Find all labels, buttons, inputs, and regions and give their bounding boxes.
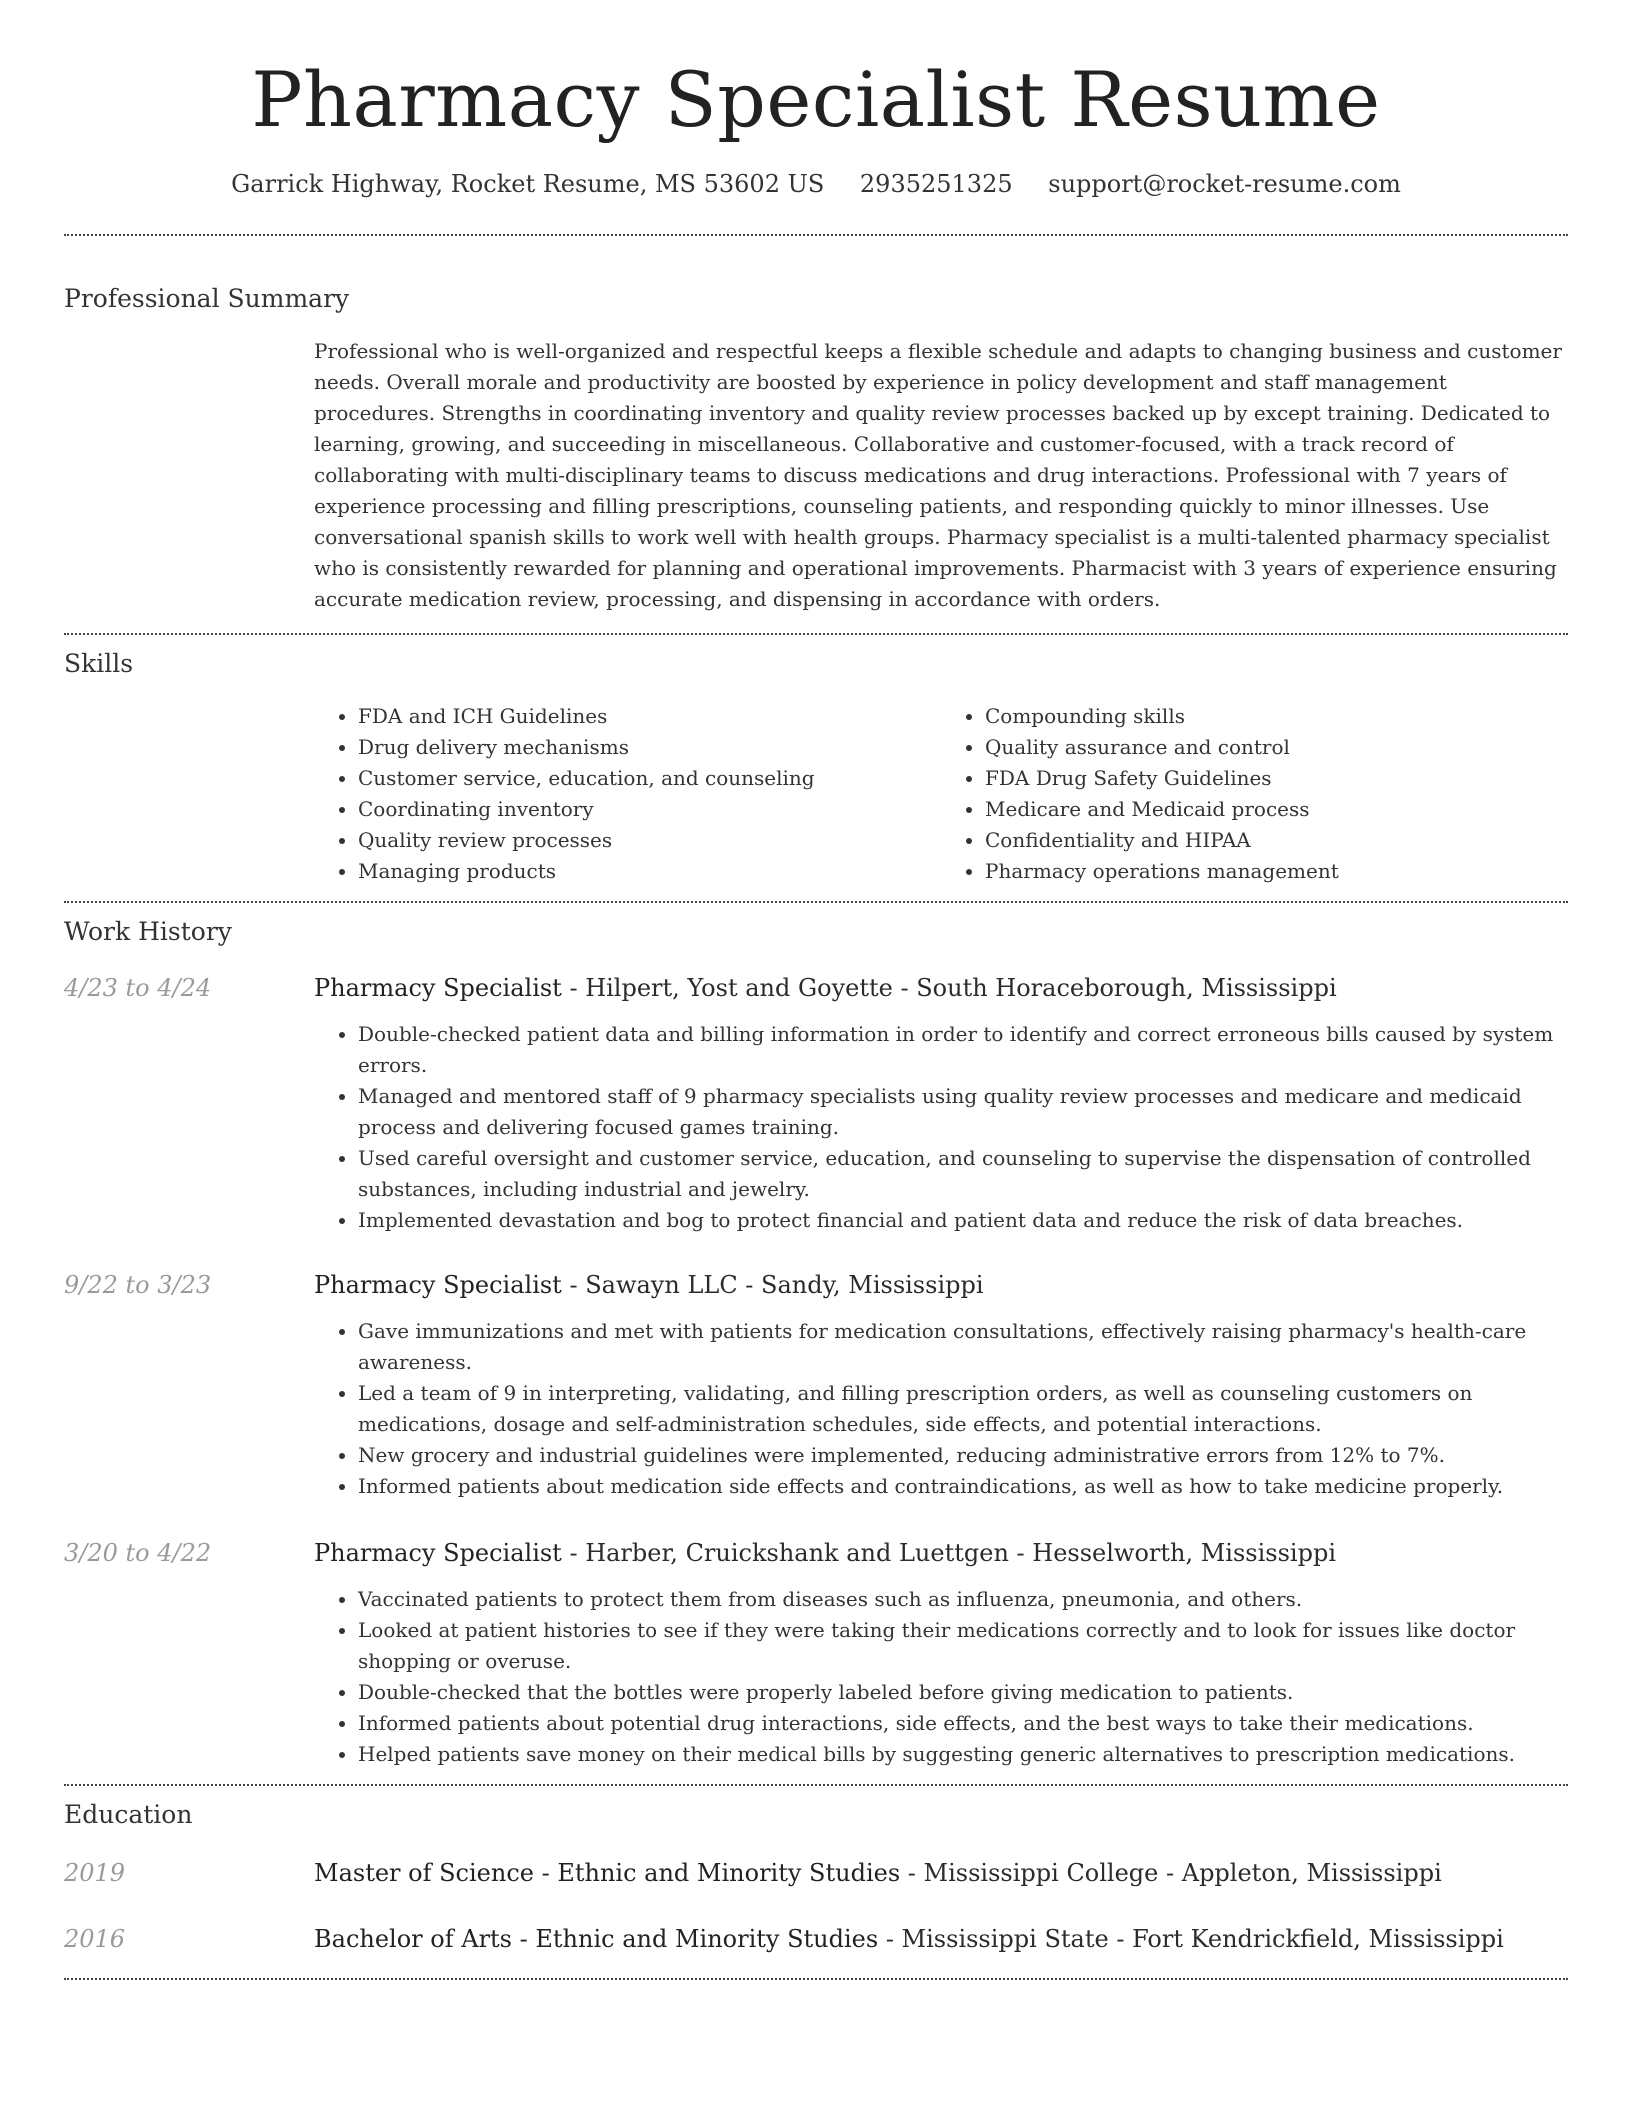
job-left-spacer [64, 1019, 314, 1236]
contact-line [64, 168, 1568, 200]
skill-item: • Drug delivery mechanisms [358, 732, 941, 763]
summary-text: Professional who is well-organized and respectful keeps a flexible schedule and adapts to changing business and customer needs. Overall morale and productivity are boosted by experience in policy development and staff management procedures. Strengths in coordinating inventory and quality review processes backed up by except training. Dedicated to learning, growing, and succeeding in miscellaneous. Collaborative and customer-focused, with a track record of collaborating with multi-disciplinary teams to discuss medications and drug interactions. Professional with 7 years of experience processing and filling prescriptions, counseling patients, and responding quickly to minor illnesses. Use conversational spanish skills to work well with health groups. Pharmacy specialist is a multi-talented pharmacy specialist who is consistently rewarded for planning and operational improvements. Pharmacist with 3 years of experience ensuring accurate medication review, processing, and dispensing in accordance with orders. [314, 339, 1562, 611]
education-year: 2019 [64, 1859, 126, 1887]
resume-header [64, 0, 1568, 200]
contact-email: support@rocket-resume.com [1048, 170, 1401, 198]
contact-phone: 2935251325 [859, 170, 1013, 198]
job-title [314, 1536, 1568, 1570]
job-entry [64, 971, 1568, 1236]
skill-item: • Compounding skills [985, 701, 1568, 732]
skill-item: • Quality review processes [358, 825, 941, 856]
skill-item: • Coordinating inventory [358, 794, 941, 825]
skill-item: • FDA Drug Safety Guidelines [985, 763, 1568, 794]
skill-item: • Managing products [358, 856, 941, 887]
education-entry [64, 1922, 1568, 1956]
job-bullets [314, 1584, 1568, 1770]
section-title-education: Education [64, 1800, 193, 1829]
skill-item: • Confidentiality and HIPAA [985, 825, 1568, 856]
education-degree: Bachelor of Arts - Ethnic and Minority Studies [314, 1925, 879, 1953]
skill-item: • Customer service, education, and counseling [358, 763, 941, 794]
job-bullet-list [314, 1019, 1568, 1236]
education-degree: Master of Science - Ethnic and Minority Studies [314, 1859, 901, 1887]
job-employer: - Harber, Cruickshank and Luettgen - Hesselworth, Mississippi [561, 1539, 1337, 1567]
job-body [64, 1584, 1568, 1770]
divider [64, 1978, 1568, 1980]
job-bullet: • Implemented devastation and bog to protect financial and patient data and reduce the risk of data breaches. [358, 1205, 1568, 1236]
job-role: Pharmacy Specialist [314, 1271, 562, 1299]
job-entry [64, 1536, 1568, 1770]
job-body [64, 1316, 1568, 1502]
education-school: - Mississippi College - Appleton, Mississippi [900, 1859, 1442, 1887]
job-left-spacer [64, 1584, 314, 1770]
job-bullet-list [314, 1316, 1568, 1502]
job-header [64, 1268, 1568, 1302]
section-title-summary: Professional Summary [64, 284, 350, 313]
job-left-spacer [64, 1316, 314, 1502]
job-bullet: • Helped patients save money on their medical bills by suggesting generic alternatives to prescription medications. [358, 1739, 1568, 1770]
skills-list-right [941, 701, 1568, 887]
job-bullets [314, 1019, 1568, 1236]
skill-item: • Pharmacy operations management [985, 856, 1568, 887]
summary-section [64, 236, 1568, 615]
job-title [314, 971, 1568, 1005]
skill-item: • Medicare and Medicaid process [985, 794, 1568, 825]
job-dates: 4/23 to 4/24 [64, 974, 212, 1002]
job-header [64, 971, 1568, 1005]
job-dates: 9/22 to 3/23 [64, 1271, 212, 1299]
job-role: Pharmacy Specialist [314, 974, 562, 1002]
summary-body [314, 336, 1568, 615]
education-year: 2016 [64, 1925, 126, 1953]
skill-item: • FDA and ICH Guidelines [358, 701, 941, 732]
skills-section [64, 635, 1568, 887]
education-school: - Mississippi State - Fort Kendrickfield, Mississippi [878, 1925, 1504, 1953]
job-bullet: • Informed patients about medication side effects and contraindications, as well as how to take medicine properly. [358, 1471, 1568, 1502]
job-employer: - Sawayn LLC - Sandy, Mississippi [561, 1271, 984, 1299]
job-bullet: • New grocery and industrial guidelines were implemented, reducing administrative errors from 12% to 7%. [358, 1440, 1568, 1471]
education-line [314, 1856, 1568, 1890]
resume-title: Pharmacy Specialist Resume [251, 55, 1381, 144]
job-role: Pharmacy Specialist [314, 1539, 562, 1567]
education-section [64, 1786, 1568, 1956]
job-bullet: • Informed patients about potential drug interactions, side effects, and the best ways to take their medications. [358, 1708, 1568, 1739]
job-bullet: • Led a team of 9 in interpreting, validating, and filling prescription orders, as well as counseling customers on medications, dosage and self-administration schedules, side effects, and potential interactions. [358, 1378, 1568, 1440]
work-section [64, 903, 1568, 1770]
job-bullet: • Double-checked that the bottles were properly labeled before giving medication to patients. [358, 1677, 1568, 1708]
skills-columns [314, 701, 1568, 887]
job-bullets [314, 1316, 1568, 1502]
section-title-skills: Skills [64, 649, 134, 678]
contact-address: Garrick Highway, Rocket Resume, MS 53602 US [231, 170, 825, 198]
job-dates: 3/20 to 4/22 [64, 1539, 212, 1567]
job-header [64, 1536, 1568, 1570]
skills-left-spacer [64, 701, 314, 887]
summary-row [64, 336, 1568, 615]
job-employer: - Hilpert, Yost and Goyette - South Horaceborough, Mississippi [561, 974, 1337, 1002]
job-bullet: • Gave immunizations and met with patients for medication consultations, effectively raising pharmacy's health-care awareness. [358, 1316, 1568, 1378]
education-entry [64, 1856, 1568, 1890]
job-bullet: • Double-checked patient data and billing information in order to identify and correct erroneous bills caused by system errors. [358, 1019, 1568, 1081]
job-bullet-list [314, 1584, 1568, 1770]
job-bullet: • Used careful oversight and customer service, education, and counseling to supervise the dispensation of controlled substances, including industrial and jewelry. [358, 1143, 1568, 1205]
job-body [64, 1019, 1568, 1236]
skill-item: • Quality assurance and control [985, 732, 1568, 763]
job-bullet: • Looked at patient histories to see if they were taking their medications correctly and to look for issues like doctor shopping or overuse. [358, 1615, 1568, 1677]
section-title-work: Work History [64, 917, 232, 946]
skills-list-left [314, 701, 941, 887]
job-entry [64, 1268, 1568, 1502]
job-bullet: • Managed and mentored staff of 9 pharmacy specialists using quality review processes and medicare and medicaid process and delivering focused games training. [358, 1081, 1568, 1143]
summary-left-spacer [64, 336, 314, 615]
skills-row [64, 701, 1568, 887]
job-title [314, 1268, 1568, 1302]
education-line [314, 1922, 1568, 1956]
job-bullet: • Vaccinated patients to protect them from diseases such as influenza, pneumonia, and others. [358, 1584, 1568, 1615]
